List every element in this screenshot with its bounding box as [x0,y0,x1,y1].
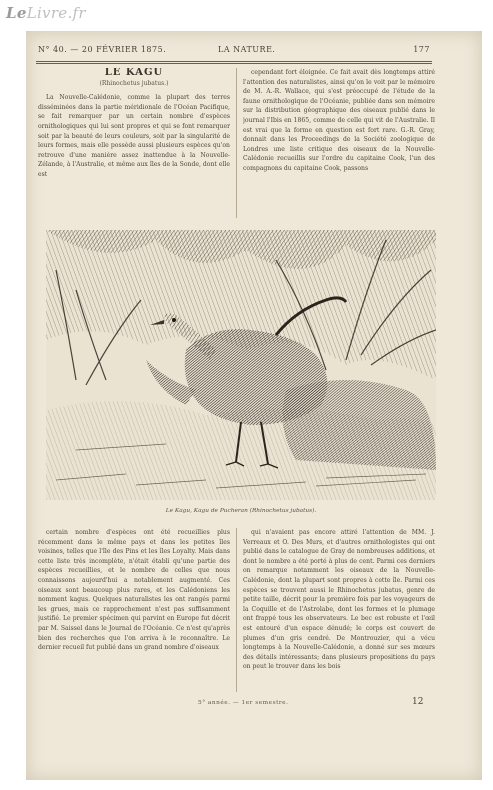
right-column-top [243,68,435,218]
column-divider [236,528,237,692]
paragraph: certain nombre d'espèces ont été recueillies plus récemment dans le même pays et dans les petites îles voisines, telles que l'île des Pins et les îles Loyalty. Mais dans cette liste très incomplète, n'était établi qu'une partie des espèces recueillies, et le nombre de celles que nous connaissons aujourd'hui a notablement augmenté. Ces oiseaux sont beaucoup plus rares, et les Calédoniens les nomment kagus. Quelques naturalistes les ont rangés parmi les grues, mais ce rapprochement n'est pas suffisamment justifié. Le premier spécimen qui parvint en Europe fut décrit par M. Saissel dans le Journal de l'Océanie. Ce n'est qu'après bien des recherches que l'on arriva à le reconnaître. Le dernier recueil fut publié dans un grand nombre d'oiseaux [38,529,230,652]
paragraph: La Nouvelle-Calédonie, comme la plupart des terres disséminées dans la partie méridionale de l'Océan Pacifique, se fait remarquer par un certain nombre d'espèces ornithologiques qui lui sont propres et qui se font remarquer soit par la beauté de leurs couleurs, soit par la singularité de leurs formes, mais elle possède aussi plusieurs espèces qu'on retrouve d'une manière assez inattendue à la Nouvelle-Zélande, à l'Australie, et même aux îles de la Sonde, dont elle est [38,94,230,178]
running-header [38,45,430,59]
page-number: 177 [413,45,430,54]
left-column-top [38,68,230,218]
header-rule [36,61,432,62]
issue-date: N° 40. — 20 FÉVRIER 1875. [38,45,167,54]
journal-name: LA NATURE. [218,45,276,54]
signature-number: 12 [412,697,424,707]
watermark-logo [6,4,86,22]
page-footer: 5° année. — 1er semestre. [198,700,289,706]
paragraph: qui n'avaient pas encore attiré l'attention de MM. J. Verreaux et O. Des Murs, et d'autres ornithologistes qui ont publié dans le catalogue de Gray de nombreuses additions, et dont le nombre a été porté à plus de cent. Parmi ces derniers on remarque notamment les oiseaux de la Nouvelle-Calédonie, dont la plupart sont propres à cette île. Parmi ces espèces se trouvent aussi le Rhinochetus jubatus, genre de petite taille, décrit pour la première fois par les voyageurs de la Coquille et de l'Astrolabe, dont les formes et le plumage ont frappé tous les observateurs. Le bec est robuste et l'œil est entouré d'un espace dénudé; le corps est couvert de plumes d'un gris cendré. De Montrouzier, qui a vécu longtemps à la Nouvelle-Calédonie, a donné sur ses mœurs des détails intéressants; dans plusieurs propositions du pays on peut le trouver dans les bois [243,529,435,671]
left-column-bottom [38,528,230,692]
kagu-engraving [46,230,436,500]
logo-livre: Livre.fr [26,4,86,22]
illustration-caption: Le Kagu, Kagu de Pucheran (Rhinochetus jubatus). [165,508,317,514]
article-subtitle: (Rhinochetus jubatus.) [99,79,169,87]
header-rule-thin [36,63,432,64]
article-title: LE KAGU [104,68,164,78]
paragraph: cependant fort éloignée. Ce fait avait dès longtemps attiré l'attention des naturalistes, ainsi qu'on le voit par le mémoire de M. A.-R. Wallace, qui s'est préoccupé de l'étude de la faune ornithologique de l'Océanie, publiée dans son mémoire sur la distribution géographique des oiseaux publié dans le journal l'Ibis en 1865, comme de celle qui vit de l'Australie. Il est vrai que la forme en question est fort rare. G.-R. Gray, donnait dans les Proceedings de la Société zoologique de Londres une liste critique des oiseaux de la Nouvelle-Calédonie recueillis sur l'ordre du capitaine Cook, l'un des compagnons du capitaine Cook, passons [243,69,435,172]
logo-le: Le [6,4,27,22]
right-column-bottom [243,528,435,692]
column-divider [236,68,237,218]
